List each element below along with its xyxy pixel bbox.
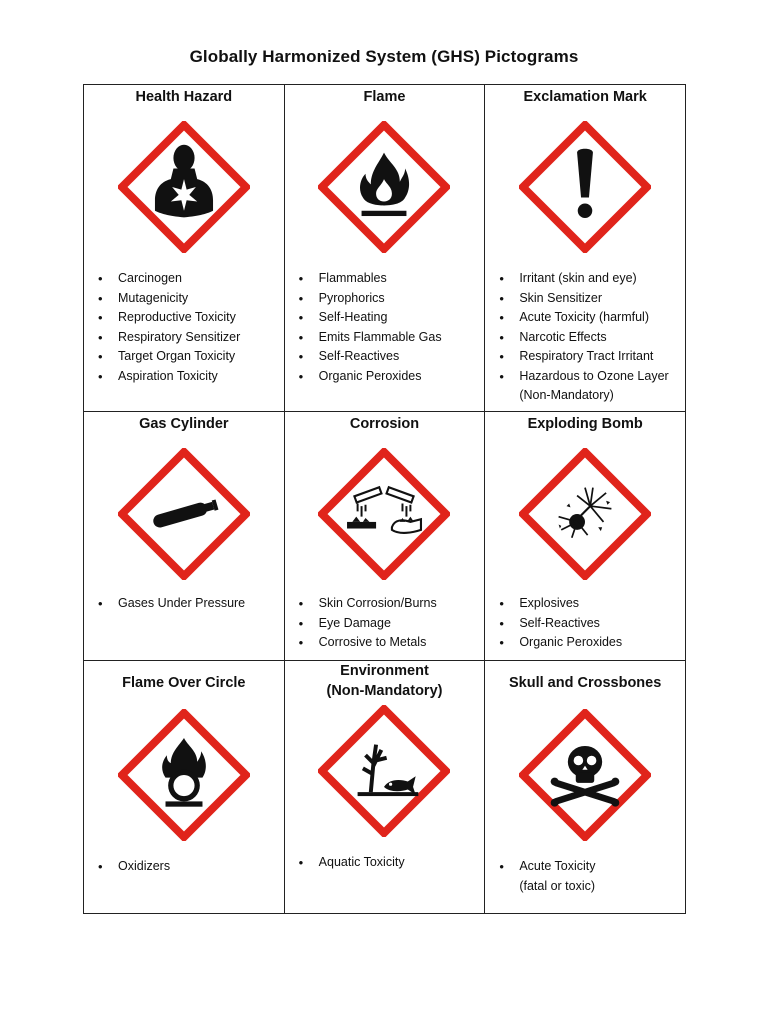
list-item: • Narcotic Effects	[499, 328, 679, 348]
list-item: • Emits Flammable Gas	[299, 328, 479, 348]
hazard-list	[485, 857, 685, 896]
list-item: • Pyrophorics	[299, 289, 479, 309]
list-item: • Respiratory Sensitizer	[98, 328, 278, 348]
cell-gas-cylinder	[84, 412, 285, 661]
page-title: Globally Harmonized System (GHS) Pictograms	[189, 47, 579, 66]
list-item: • Self-Heating	[299, 308, 479, 328]
cell-title: Flame Over Circle	[122, 675, 246, 691]
list-item: • Flammables	[299, 269, 479, 289]
list-item: • Irritant (skin and eye)	[499, 269, 679, 289]
list-item-continuation: (fatal or toxic)	[519, 878, 596, 893]
hazard-list	[285, 594, 485, 653]
list-item: • Acute Toxicity (harmful)	[499, 308, 679, 328]
list-item: • Target Organ Toxicity	[98, 347, 278, 367]
list-item: • Aquatic Toxicity	[299, 853, 479, 873]
list-item: • Eye Damage	[299, 614, 479, 634]
pictogram-table	[83, 84, 686, 914]
hazard-list	[485, 594, 685, 653]
list-item: • Explosives	[499, 594, 679, 614]
cell-corrosion	[284, 412, 485, 661]
list-item: • Mutagenicity	[98, 289, 278, 309]
cell-title: Gas Cylinder	[139, 416, 229, 432]
list-item: • Self-Reactives	[499, 614, 679, 634]
cell-title-line: (Non-Mandatory)	[326, 683, 443, 699]
cell-exploding-bomb	[485, 412, 686, 661]
cell-flame-over-circle	[84, 661, 285, 914]
list-item: • Oxidizers	[98, 857, 278, 877]
list-item: • Skin Sensitizer	[499, 289, 679, 309]
list-item-text: Acute Toxicity	[519, 859, 596, 873]
list-item-text: Hazardous to Ozone Layer	[519, 368, 669, 383]
list-item: • Reproductive Toxicity	[98, 308, 278, 328]
flame-icon	[318, 121, 450, 253]
hazard-list	[285, 853, 485, 873]
list-item-continuation: (Non-Mandatory)	[519, 388, 614, 402]
cell-health-hazard	[84, 85, 285, 412]
hazard-list	[84, 857, 284, 877]
list-item: • Gases Under Pressure	[98, 594, 278, 614]
corrosion-icon	[318, 448, 450, 580]
list-item: • Corrosive to Metals	[299, 633, 479, 653]
cell-skull-and-crossbones	[485, 661, 686, 914]
list-item: • Carcinogen	[98, 269, 278, 289]
list-item	[499, 857, 679, 896]
hazard-list	[485, 269, 685, 406]
cell-exclamation-mark	[485, 85, 686, 412]
list-item: • Respiratory Tract Irritant	[499, 347, 679, 367]
list-item: • Self-Reactives	[299, 347, 479, 367]
exclamation-mark-icon	[519, 121, 651, 253]
cell-title: Health Hazard	[135, 89, 233, 105]
exploding-bomb-icon	[519, 448, 651, 580]
cell-title	[285, 661, 485, 701]
skull-and-crossbones-icon	[519, 709, 651, 841]
cell-title: Exclamation Mark	[523, 89, 647, 105]
cell-title: Exploding Bomb	[527, 416, 643, 432]
cell-title: Flame	[363, 89, 406, 105]
list-item: • Aspiration Toxicity	[98, 367, 278, 387]
hazard-list	[84, 269, 284, 386]
cell-flame	[284, 85, 485, 412]
cell-title-line: Environment	[340, 663, 429, 679]
hazard-list	[84, 594, 284, 614]
flame-over-circle-icon	[118, 709, 250, 841]
health-hazard-icon	[118, 121, 250, 253]
hazard-list	[285, 269, 485, 386]
environment-icon	[318, 705, 450, 837]
cell-title: Corrosion	[349, 416, 420, 432]
list-item: • Organic Peroxides	[299, 367, 479, 387]
list-item	[499, 367, 679, 406]
cell-title: Skull and Crossbones	[509, 675, 662, 691]
cell-environment	[284, 661, 485, 914]
gas-cylinder-icon	[118, 448, 250, 580]
list-item: • Skin Corrosion/Burns	[299, 594, 479, 614]
list-item: • Organic Peroxides	[499, 633, 679, 653]
